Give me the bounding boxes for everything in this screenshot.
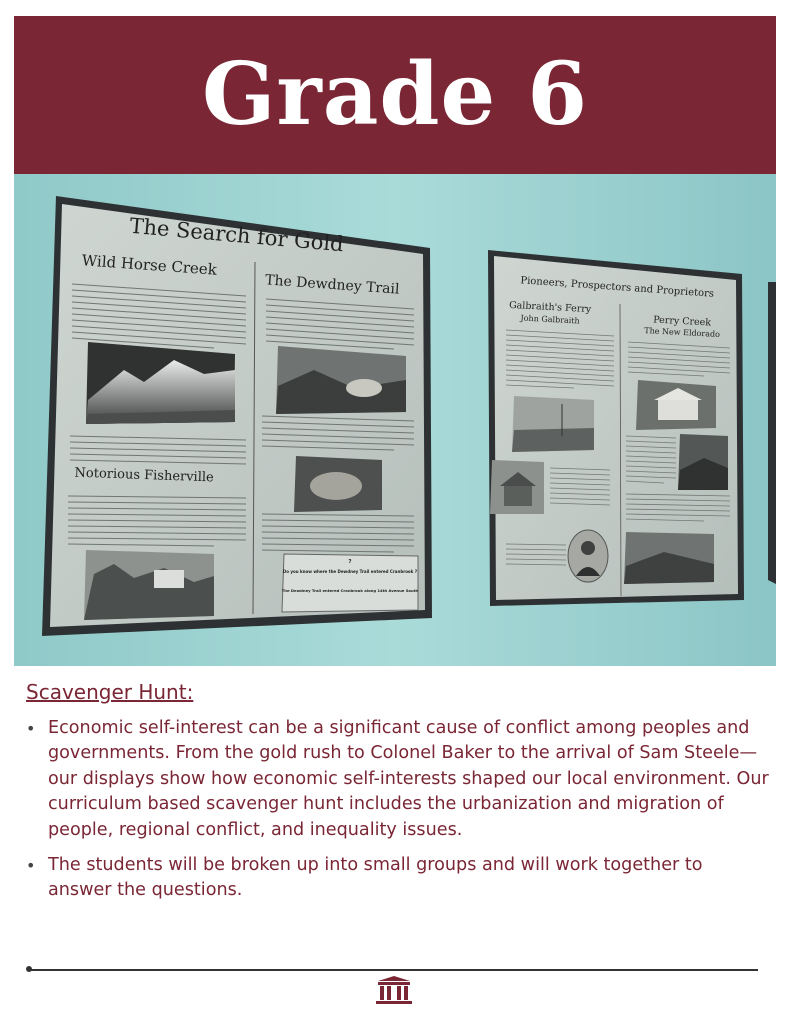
left-panel-title: The Search for Gold [128, 213, 345, 257]
gold-pan-photo [294, 456, 382, 512]
hotel-photo [636, 380, 716, 430]
list-item: • The students will be broken up into small groups and will work together to answer the questions. [26, 853, 771, 904]
museum-building-icon [368, 975, 420, 1019]
right-panel-title: Pioneers, Prospectors and Proprietors [520, 275, 715, 300]
mountain-photo [86, 342, 235, 424]
scavenger-hunt-list [26, 716, 771, 914]
mining-site-photo [678, 434, 728, 490]
hydraulic-mining-photo [624, 532, 714, 584]
ferry-photo [512, 396, 594, 452]
fisherville-photo [84, 550, 214, 620]
left-panel-col1-subheading: Notorious Fisherville [74, 465, 214, 486]
callout-question: Do you know where the Dewdney Trail entered Cranbrook ? [282, 569, 418, 574]
left-panel-col1-heading: Wild Horse Creek [81, 251, 218, 279]
scavenger-hunt-heading: Scavenger Hunt: [26, 680, 194, 704]
title-banner [14, 16, 776, 174]
footer-divider [28, 969, 758, 971]
museum-logo-drawing [368, 975, 420, 1007]
exhibit-photo-drawing [14, 174, 776, 666]
right-panel-col2-heading: Perry Creek [652, 314, 712, 329]
mining-tools-photo [276, 346, 406, 414]
right-panel-col2-subheading: The New Eldorado [644, 326, 721, 339]
third-panel-edge [768, 282, 776, 584]
callout-mark: ? [348, 559, 352, 565]
cabin-photo [490, 460, 544, 514]
list-item: • Economic self-interest can be a significant cause of conflict among peoples and governments. From the gold rush to Colonel Baker to the arrival of Sam Steele—our displays show how economic self-interests shaped our local environment. Our curriculum based scavenger hunt includes the urbanization and migration of people, regional conflict, and inequality issues. [26, 716, 771, 843]
portrait-photo [568, 530, 608, 582]
right-panel-col1-heading: Galbraith's Ferry [508, 299, 592, 316]
page-title: Grade 6 [201, 44, 589, 145]
right-panel-col1-subheading: John Galbraith [520, 313, 580, 326]
left-panel-col2-heading: The Dewdney Trail [264, 272, 400, 298]
callout-answer: The Dewdney Trail entered Cranbrook along 14th Avenue South [281, 588, 419, 593]
dewdney-callout [282, 554, 419, 612]
exhibit-photo [14, 174, 776, 666]
